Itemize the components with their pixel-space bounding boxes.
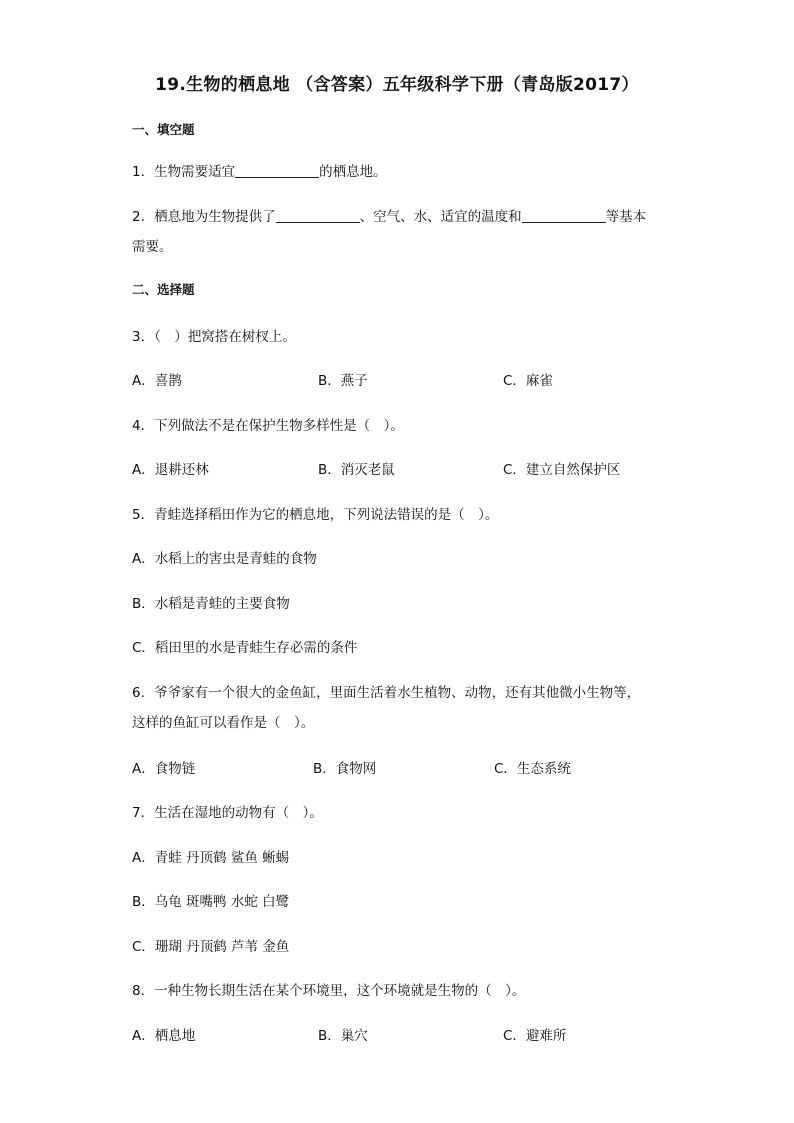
q2-text-after: 等基本: [605, 209, 647, 225]
q1-text-after: 的栖息地。: [319, 164, 387, 180]
q3-option-b[interactable]: B．燕子: [318, 373, 368, 389]
q3-option-a[interactable]: A．喜鹊: [132, 373, 182, 389]
question-3-stem: 3．（ ）把窝搭在树杈上。: [132, 329, 296, 345]
section-heading-choice: 二、选择题: [132, 282, 195, 297]
q6-option-c[interactable]: C．生态系统: [494, 761, 571, 777]
section-heading-fill-blank: 一、填空题: [132, 122, 195, 137]
answer-blank[interactable]: [276, 208, 360, 223]
question-4-stem: 4．下列做法不是在保护生物多样性是（ ）。: [132, 418, 404, 434]
q4-option-b[interactable]: B．消灭老鼠: [318, 462, 395, 478]
q2-text-before: 2．栖息地为生物提供了: [132, 209, 276, 225]
q8-option-c[interactable]: C．避难所: [503, 1028, 567, 1044]
q8-option-b[interactable]: B．巢穴: [318, 1028, 368, 1044]
q5-option-a[interactable]: A．水稻上的害虫是青蛙的食物: [132, 551, 317, 567]
q6-option-a[interactable]: A．食物链: [132, 761, 196, 777]
question-2: [132, 205, 646, 225]
q8-option-a[interactable]: A．栖息地: [132, 1028, 196, 1044]
q5-option-b[interactable]: B．水稻是青蛙的主要食物: [132, 596, 290, 612]
question-6-stem: 6．爷爷家有一个很大的金鱼缸，里面生活着水生植物、动物，还有其他微小生物等，: [132, 685, 641, 701]
question-1: [132, 160, 387, 180]
q4-option-a[interactable]: A．退耕还林: [132, 462, 209, 478]
q6-option-b[interactable]: B．食物网: [313, 761, 377, 777]
q1-text-before: 1．生物需要适宜: [132, 164, 236, 180]
answer-blank[interactable]: [522, 208, 606, 223]
question-6-stem-continued: 这样的鱼缸可以看作是（ ）。: [132, 715, 315, 731]
q7-option-a[interactable]: A．青蛙 丹顶鹤 鲨鱼 蜥蜴: [132, 850, 290, 866]
q5-option-c[interactable]: C．稻田里的水是青蛙生存必需的条件: [132, 640, 358, 656]
question-5-stem: 5．青蛙选择稻田作为它的栖息地，下列说法错误的是（ ）。: [132, 507, 499, 523]
q3-option-c[interactable]: C．麻雀: [503, 373, 553, 389]
question-2-continued: 需要。: [132, 239, 173, 255]
q7-option-b[interactable]: B．乌龟 斑嘴鸭 水蛇 白鹭: [132, 894, 290, 910]
answer-blank[interactable]: [235, 163, 319, 178]
q4-option-c[interactable]: C．建立自然保护区: [503, 462, 621, 478]
page-title: 19.生物的栖息地 （含答案）五年级科学下册（青岛版2017）: [155, 75, 639, 95]
q7-option-c[interactable]: C．珊瑚 丹顶鹤 芦苇 金鱼: [132, 939, 290, 955]
question-8-stem: 8．一种生物长期生活在某个环境里，这个环境就是生物的（ ）。: [132, 983, 526, 999]
question-7-stem: 7．生活在湿地的动物有（ ）。: [132, 805, 323, 821]
q2-text-mid: 、空气、水、适宜的温度和: [359, 209, 522, 225]
